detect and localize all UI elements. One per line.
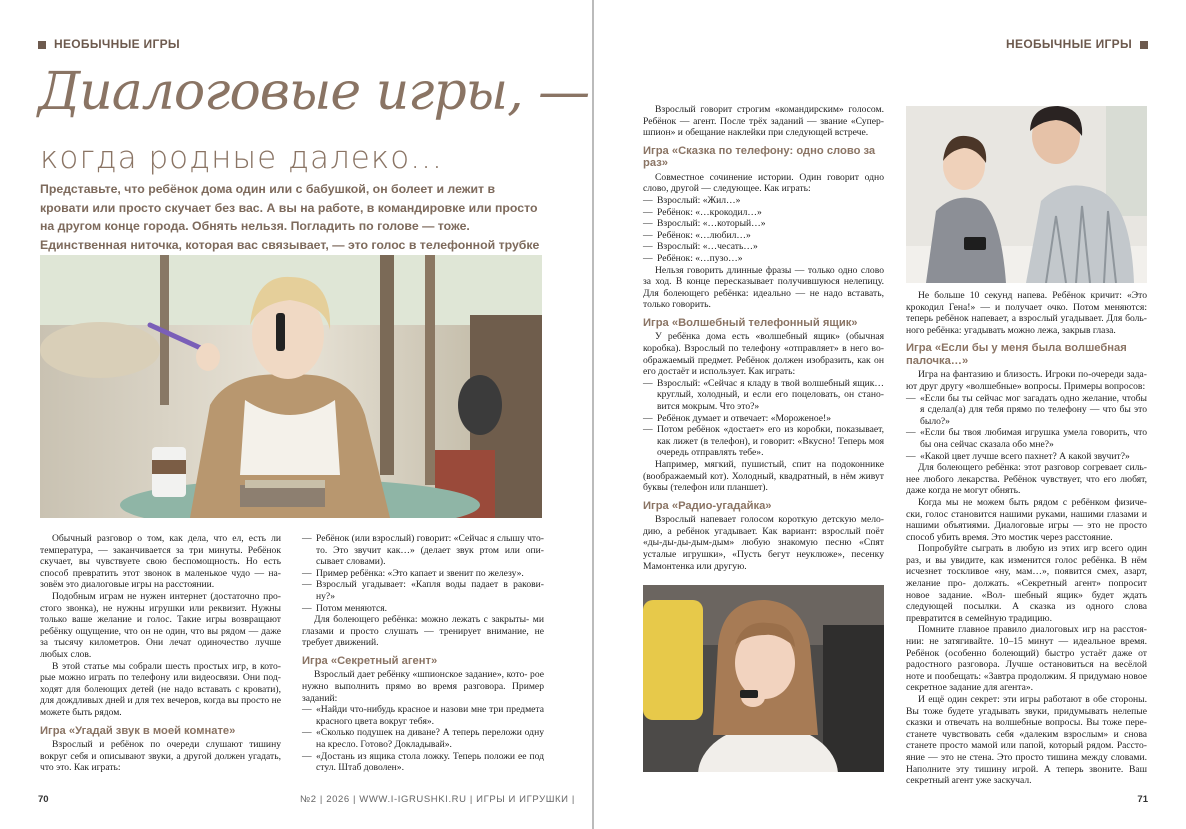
paragraph: Взрослый дает ребёнку «шпионское задание», кото- рое нужно выполнить прямо во время разговора. Пример заданий:: [302, 669, 544, 704]
game-heading-magic-box: Игра «Волшебный телефонный ящик»: [643, 316, 858, 329]
list-item: — Ребёнок: «…пузо…»: [643, 253, 884, 265]
issue-line: №2 | 2026 | WWW.I-IGRUSHKI.RU | ИГРЫ И ИГРУШКИ |: [300, 794, 575, 805]
paragraph: Взрослый и ребёнок по очереди слушают тишину вокруг себя и описывают звуки, а другой должен угадать, что это. Как играть:: [40, 739, 281, 774]
list-item: — «Достань из ящика стола ложку. Теперь положи ее под стул. Штаб доволен».: [302, 751, 544, 774]
right-page: [594, 0, 1186, 829]
paragraph: Когда мы не можем быть рядом с ребёнком физиче- ски, голос становится нашими руками, нашими глазами и нашими объятиями. Диалоговые игры — это не просто способ убить время. Это мостик через расстояние.: [906, 496, 1147, 543]
paragraph: Взрослый напевает голосом короткую детскую мело- дию, а ребёнок угадывает. Как вариант: взрослый поёт «ды-ды-ды-дым-дым» любую знакомую песню «Спят усталые игрушки», «Пусть бегут неуклюже», песенку Мамонтенка или другую.: [643, 514, 884, 572]
story-list: [643, 195, 884, 265]
text-column-3: [643, 104, 884, 572]
list-item: — Взрослый: «Жил…»: [643, 195, 884, 207]
paragraph: Взрослый говорит строгим «командирским» голосом. Ребёнок — агент. После трёх заданий — звание «Супер- шпион» и обещание наклейки при следующей встрече.: [643, 104, 884, 139]
girl-with-phone-photo: [643, 585, 884, 772]
woman-on-phone-photo: [40, 255, 542, 518]
paragraph: У ребёнка дома есть «волшебный ящик» (обычная коробка). Взрослый по телефону «отправляет» в него во- ображаемый предмет. Ребёнок должен изобразить, как он его достаёт и использует. Как играть:: [643, 331, 884, 378]
square-bullet-icon: [38, 41, 46, 49]
text-column-4: [906, 290, 1147, 787]
list-item: — Ребёнок (или взрослый) говорит: «Сейчас я слышу что-то. Это звучит как…» (делает звук ртом или опи- сывает словами).: [302, 533, 544, 568]
section-label: НЕОБЫЧНЫЕ ИГРЫ: [54, 37, 180, 51]
list-item: — «Сколько подушек на диване? А теперь переложи одну на кресло. Готово? Докладывай».: [302, 727, 544, 750]
paragraph: Для болеющего ребёнка: этот разговор согревает силь- нее любого лекарства. Ребёнок чувствует, что его любят, даже когда не могут обнять.: [906, 462, 1147, 497]
game-heading-phone-story: Игра «Сказка по телефону: одно слово за раз»: [643, 144, 876, 170]
game-heading-secret-agent: Игра «Секретный агент»: [302, 654, 438, 667]
left-page: [0, 0, 592, 829]
list-item: — «Найди что-нибудь красное и назови мне три предмета красного цвета вокруг тебя».: [302, 704, 544, 727]
grandmother-and-child-photo: [906, 106, 1147, 283]
paragraph: Не больше 10 секунд напева. Ребёнок кричит: «Это крокодил Гена!» — и получает очко. Потом меняются: теперь ребёнок напевает, а взрослый угадывает. Для боль- ного ребёнка: угадывать можно лежа, закрыв глаза.: [906, 290, 1147, 336]
section-label: НЕОБЫЧНЫЕ ИГРЫ: [1006, 37, 1132, 51]
game-heading-magic-wand: Игра «Если бы у меня была волшебная палочка…»: [906, 342, 1127, 367]
list-item: — Ребёнок думает и отвечает: «Мороженое!»: [643, 413, 884, 425]
paragraph: В этой статье мы собрали шесть простых игр, в кото- рые можно играть по телефону или видеосвязи. Они под- ходят для болеющих детей (не надо вставать с кровати), для дождливых дней и для тех вечеров, когда вы просто не можете быть рядом.: [40, 660, 281, 718]
list-item: — Ребёнок: «…крокодил…»: [643, 207, 884, 219]
article-title-line1: Диалоговые игры, —: [38, 62, 590, 122]
magic-box-list: [643, 378, 884, 459]
page-number-left: 70: [38, 794, 49, 805]
article-title-line2: когда родные далеко...: [40, 140, 443, 176]
list-item: — «Если бы твоя любимая игрушка умела говорить, что бы она сейчас сказала обо мне?»: [906, 427, 1147, 450]
list-item: — Потом меняются.: [302, 603, 544, 615]
girl-with-phone-image: [643, 585, 884, 772]
paragraph: Подобным играм не нужен интернет (достаточно про- стого звонка), не нужны игрушки или реквизит. Нужны только ваше желание и голос. Такие игры возвращают ребёнку ощущение, что он не один, что вы рядом — даже за тысячу километров. Они лечат одиночество лучше любых слов.: [40, 590, 281, 660]
list-item: — Ребёнок: «…любил…»: [643, 230, 884, 242]
list-item: — Пример ребёнка: «Это капает и звенит по железу».: [302, 568, 544, 580]
game-heading-guess-sound: Игра «Угадай звук в моей комнате»: [40, 724, 236, 737]
text-column-2: [302, 533, 544, 774]
paragraph: Попробуйте сыграть в любую из этих игр всего один раз, и вы увидите, как изменится голос ребёнка. В нём исчезнет тоскливое «ну, мам…», появится смех, азарт, желание про- должать. «Секретный агент» попросит новое задание. «Вол- шебный ящик» будет ждать следующей посылки. А сказка из одного слова превратится в семейную традицию.: [906, 543, 1147, 624]
task-list: [302, 704, 544, 774]
section-header-right: [1006, 37, 1148, 51]
list-item: — Потом ребёнок «достает» его из коробки, показывает, как лижет (в телефон), и говорит: «Вкусно! Теперь моя очередь отправлять тебе».: [643, 424, 884, 459]
grandmother-and-child-image: [906, 106, 1147, 283]
paragraph: Для болеющего ребёнка: можно лежать с закрыты- ми глазами и просто слушать — тренирует внимание, не требует движений.: [302, 614, 544, 649]
square-bullet-icon: [1140, 41, 1148, 49]
list-item: — Взрослый угадывает: «Капля воды падает в ракови- ну?»: [302, 579, 544, 602]
instruction-list: [302, 533, 544, 614]
paragraph: Игра на фантазию и близость. Игроки по-очереди зада- ют друг другу «волшебные» вопросы. Примеры вопросов:: [906, 369, 1147, 392]
article-lead: Представьте, что ребёнок дома один или с бабушкой, он болеет и лежит в кровати или просто скучает без вас. А вы на работе, в командировке или просто на другом конце города. Обнять нельзя. Погладить по голове — тоже. Единственная ниточка, которая вас связывает, — это голос в телефонной трубке: [40, 182, 540, 252]
paragraph: Например, мягкий, пушистый, спит на подоконнике (воображаемый кот). Холодный, квадратный, в нём живут буквы (телефон или планшет).: [643, 458, 884, 494]
paragraph: Помните главное правило диалоговых игр на расстоя- нии: не затягивайте. 10–15 минут — идеальное время. Ребёнок (особенно болеющий) быстро устаёт даже от радостного разговора. Лучше остановиться на весёлой ноте и пообещать: «Завтра продолжим. Я придумаю новое секретное задание для агента».: [906, 624, 1147, 694]
list-item: — Взрослый: «…который…»: [643, 218, 884, 230]
paragraph: Нельзя говорить длинные фразы — только одно слово за ход. В конце пересказывает получившуюся нелепицу. Для болеющего ребёнка: идеально — не надо вставать, только говорить.: [643, 264, 884, 311]
list-item: — «Если бы ты сейчас мог загадать одно желание, чтобы я сделал(а) для тебя прямо по телефону — что бы это было?»: [906, 393, 1147, 428]
paragraph: Обычный разговор о том, как дела, что ел, есть ли температура, — заканчивается за три минуты. Ребёнок скучает, вы чувствуете свою беспомощность. Но есть способ превратить этот звонок в маленькое чудо — на- зовём это диалоговые игры на расстоянии.: [40, 533, 281, 591]
paragraph: Совместное сочинение истории. Один говорит одно слово, другой — следующее. Как играть:: [643, 171, 884, 195]
list-item: — Взрослый: «Сейчас я кладу в твой волшебный ящик… круглый, холодный, и если его поцеловать, он стано- вится мокрым. Что это?»: [643, 378, 884, 413]
game-heading-radio: Игра «Радио-угадайка»: [643, 499, 772, 512]
question-list: [906, 393, 1147, 463]
text-column-1: [40, 533, 281, 774]
list-item: — «Какой цвет лучше всего пахнет? А какой звучит?»: [906, 451, 1147, 463]
section-header-left: [38, 37, 180, 51]
list-item: — Взрослый: «…чесать…»: [643, 241, 884, 253]
page-number-right: 71: [1137, 794, 1148, 805]
woman-on-phone-image: [40, 255, 542, 518]
paragraph: И ещё один секрет: эти игры работают в обе стороны. Вы тоже будете угадывать звуки, придумывать нелепые сказки и отвечать на волшебные вопросы. Вы тоже пере- станете чувствовать себя «далеким взрослым» и снова станете просто мамой или папой, который рядом. Рассто- яние — это не стена. Это просто тишина между словами. Наполните эту тишину игрой. А теперь звоните. Ваш секретный агент уже заскучал.: [906, 694, 1147, 787]
